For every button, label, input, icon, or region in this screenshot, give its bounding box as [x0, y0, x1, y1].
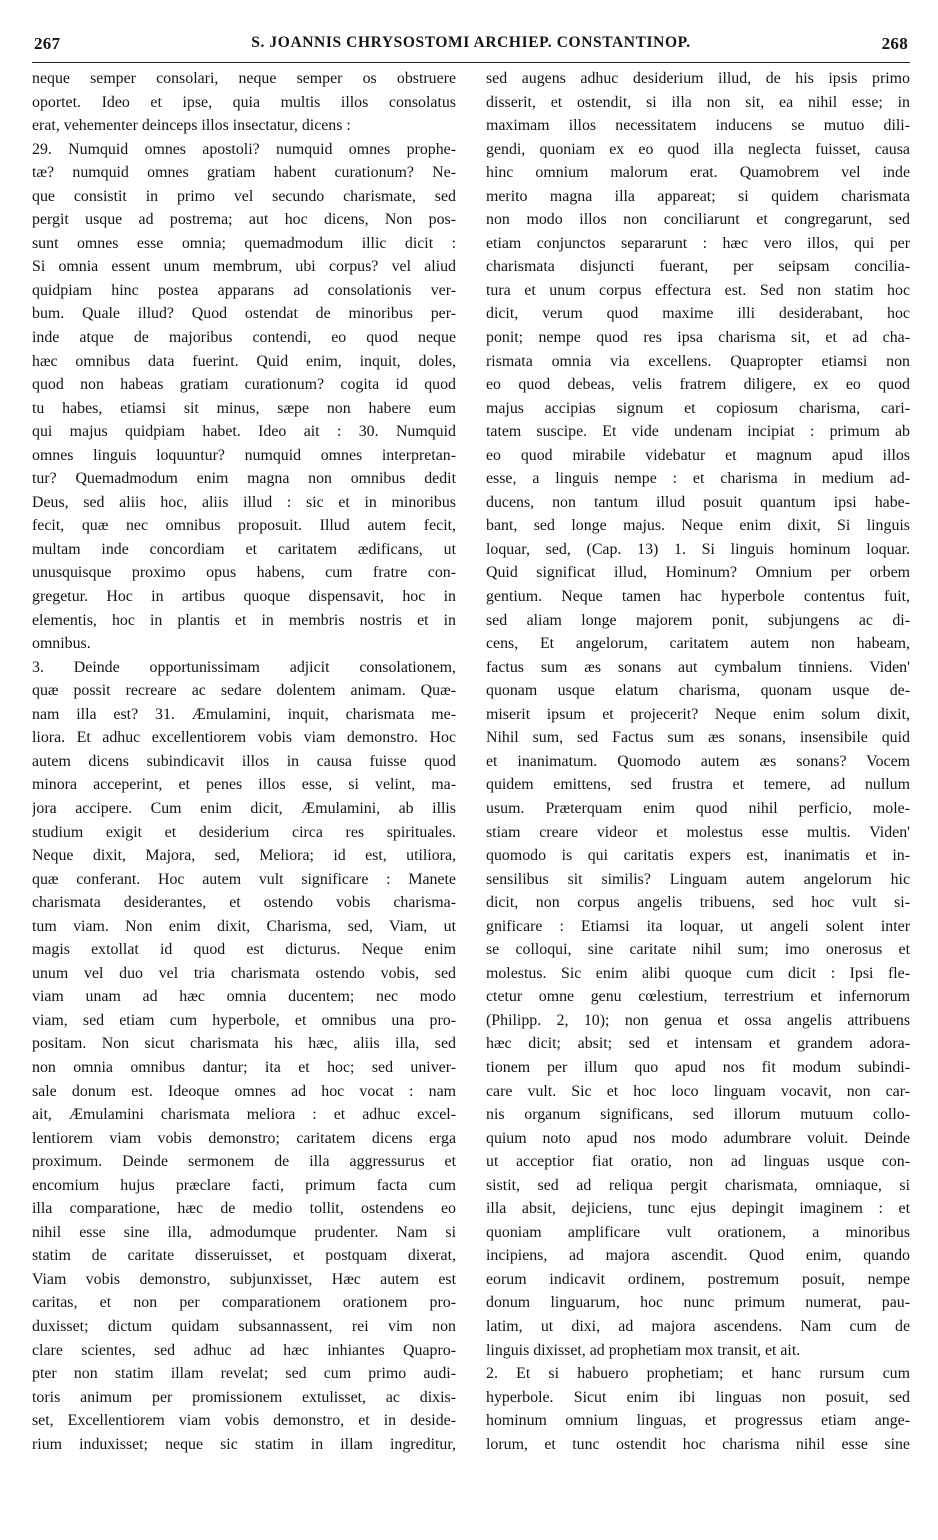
text-line: non modo illos non conciliarunt et congregarunt, sed [486, 211, 910, 229]
text-line: quidem emittens, sed frustra et temere, ad nullum [486, 776, 910, 794]
text-line: fecit, quæ nec omnibus proposuit. Illud autem fecit, [32, 517, 456, 535]
text-line: quonam usque elatum charisma, quonam usque de- [486, 682, 910, 700]
text-line: hæc dicit; absit; sed et intensam et grandem adora- [486, 1035, 910, 1053]
text-line: sed aliam longe majorem ponit, subjungens ac di- [486, 611, 910, 629]
text-line: hinc omnium malorum erat. Quamobrem vel inde [486, 164, 910, 182]
text-line: statim de caritate disseruisset, et postquam dixerat, [32, 1247, 456, 1265]
text-line: magis extollat id quod est dicturus. Neque enim [32, 941, 456, 959]
text-line: ponit; nempe quod res ipsa charisma sit, et ad cha- [486, 329, 910, 347]
text-line: quomodo is qui caritatis expers est, inanimatis et in- [486, 847, 910, 865]
text-line: omnes linguis loquuntur? numquid omnes interpretan- [32, 446, 456, 464]
page-header [32, 30, 910, 63]
text-line: charismata disjuncti fuerant, per seipsam concilia- [486, 258, 910, 276]
text-line: (Philipp. 2, 10); non genua et ossa angelis attribuens [486, 1011, 910, 1029]
text-line: pter non statim illam revelat; sed cum primo audi- [32, 1365, 456, 1383]
text-line: duxisset; dictum quidam subsannassent, rei vim non [32, 1317, 456, 1335]
text-line: autem dicens subindicavit illos in causa fuisse quod [32, 752, 456, 770]
text-line: tionem per illum quo apud nos fit modum subindi- [486, 1058, 910, 1076]
text-line: miserit ipsum et projecerit? Neque enim solum dixit, [486, 705, 910, 723]
text-line: sale donum est. Ideoque omnes ad hoc vocat : nam [32, 1082, 456, 1100]
text-line: jora accipere. Cum enim dicit, Æmulamini, ab illis [32, 799, 456, 817]
text-line: tatem suscipe. Et vide undenam incipiat : primum ab [486, 423, 910, 441]
text-line: etiam conjunctos separarunt : hæc vero illos, qui per [486, 234, 910, 252]
text-columns [32, 67, 910, 1456]
text-line: ait, Æmulamini charismata meliora : et adhuc excel- [32, 1106, 456, 1124]
text-line: charismata desiderantes, et ostendo vobis charisma- [32, 894, 456, 912]
text-line: factus sum æs sonans aut cymbalum tinniens. Viden' [486, 658, 910, 676]
text-line: linguis dixisset, ad prophetiam mox transit, et ait. [486, 1341, 801, 1359]
text-line: illa comparatione, hæc de medio tollit, ostendens eo [32, 1200, 456, 1218]
text-line: sed augens adhuc desiderium illud, de his ipsis primo [486, 70, 910, 87]
text-line: nis organum significans, sed illorum mutuum collo- [486, 1106, 910, 1124]
text-line: Deus, sed aliis hoc, aliis illud : sic et in minoribus [32, 493, 456, 511]
text-line: tu habes, etiamsi sit minus, sæpe non habere eum [32, 399, 456, 417]
text-line: majus accipias signum et copiosum charisma, cari- [486, 399, 910, 417]
text-line: tum viam. Non enim dixit, Charisma, sed, Viam, ut [32, 917, 456, 935]
text-line: gendi, quoniam ex eo quod illa neglecta fuisset, causa [486, 140, 910, 158]
text-line: non omnia omnibus dantur; ita et hoc; sed univer- [32, 1058, 456, 1076]
running-title: S. JOANNIS CHRYSOSTOMI ARCHIEP. CONSTANTINOP. [251, 34, 691, 51]
text-line: esse, a linguis nempe : et charisma in medium ad- [486, 470, 910, 488]
text-line: rium induxisset; neque sic statim in illam ingreditur, [32, 1435, 456, 1453]
text-line: hyperbole. Sicut enim ibi linguas non posuit, sed [486, 1388, 910, 1406]
text-line: viam unam ad hæc omnia ducentem; nec modo [32, 988, 456, 1006]
text-line: Nihil sum, sed Factus sum æs sonans, insensibile quid [486, 729, 910, 747]
text-line: latim, ut dixi, ad majora ascendens. Nam cum de [486, 1317, 910, 1335]
text-line: molestus. Sic enim alibi quoque cum dicit : Ipsi fle- [486, 964, 910, 982]
text-line: incipiens, ad majora ascendit. Quod enim, quando [486, 1247, 910, 1265]
text-line: nihil esse sine illa, admodumque prudenter. Nam si [32, 1223, 456, 1241]
text-line: tura et unum corpus effectura est. Sed non statim hoc [486, 281, 910, 299]
text-line: que consistit in primo vel secundo charismate, sed [32, 187, 456, 205]
text-line: proximum. Deinde sermonem de illa aggressurus et [32, 1153, 456, 1171]
text-line: inde atque de majoribus contendi, eo quod neque [32, 329, 456, 347]
text-line: 3. Deinde opportunissimam adjicit consolationem, [32, 658, 456, 676]
text-line: quidpiam hinc postea apparans ad consolationis ver- [32, 281, 456, 299]
text-line: merito magna illa appareat; si quidem charismata [486, 187, 910, 205]
text-line: sensilibus sit similis? Linguam autem angelorum hic [486, 870, 910, 888]
text-line: donum linguarum, hoc nunc primum numerat, pau- [486, 1294, 910, 1312]
right-column [486, 67, 910, 1456]
text-line: set, Excellentiorem viam vobis demonstro, et in deside- [32, 1412, 456, 1430]
text-line: sunt omnes esse omnia; quemadmodum illic dicit : [32, 234, 456, 252]
text-line: care vult. Sic et hoc loco linguam vocavit, non car- [486, 1082, 910, 1100]
text-line: ctetur omne genu cœlestium, terrestrium et infernorum [486, 988, 910, 1006]
text-line: qui majus quidpiam habet. Ideo ait : 30. Numquid [32, 423, 456, 441]
text-line: elementis, hoc in plantis et in membris nostris et in [32, 611, 456, 629]
text-line: studium exigit et desiderium circa res spirituales. [32, 823, 456, 841]
text-line: unum vel duo vel tria charismata ostendo vobis, sed [32, 964, 456, 982]
text-line: viam, sed etiam cum hyperbole, et omnibus una pro- [32, 1011, 456, 1029]
text-line: et inanimatum. Quomodo autem æs sonans? Vocem [486, 752, 910, 770]
text-line: eorum indicavit ordinem, postremum posuit, nempe [486, 1270, 910, 1288]
text-line: quium noto apud nos modo adumbrare voluit. Deinde [486, 1129, 910, 1147]
text-line: minora acceperint, et penes illos esse, si velint, ma- [32, 776, 456, 794]
text-line: quod non habeas gratiam curationum? cogita id quod [32, 376, 456, 394]
text-line: dicit, verum quod maxime illi desiderabant, hoc [486, 305, 910, 323]
text-line: eo quod mirabile videbatur et magnum apud illos [486, 446, 910, 464]
text-line: ut acceptior fiat oratio, non ad linguas usque con- [486, 1153, 910, 1171]
text-line: rismata omnia via excellens. Quapropter etiamsi non [486, 352, 910, 370]
text-line: quæ possit recreare ac sedare dolentem animam. Quæ- [32, 682, 456, 700]
text-line: toris animum per promissionem extulisset, ac dixis- [32, 1388, 456, 1406]
text-line: gregetur. Hoc in artibus quoque dispensavit, hoc in [32, 588, 456, 606]
text-line: encomium hujus præclare facti, primum facta cum [32, 1176, 456, 1194]
text-line: quoniam amplificare vult orationem, a minoribus [486, 1223, 910, 1241]
text-line: lentiorem viam vobis demonstro; caritatem dicens erga [32, 1129, 456, 1147]
text-line: bum. Quale illud? Quod ostendat de minoribus per- [32, 305, 456, 323]
text-line: oportet. Ideo et ipse, quia multis illos consolatus [32, 93, 456, 111]
text-line: nam illa est? 31. Æmulamini, inquit, charismata me- [32, 705, 456, 723]
text-line: dicit, non corpus angelis tribuens, sed hoc vult si- [486, 894, 910, 912]
text-line: quæ conferant. Hoc autem vult significare : Manete [32, 870, 456, 888]
text-line: tæ? numquid omnes gratiam habent curationum? Ne- [32, 164, 456, 182]
text-line: neque semper consolari, neque semper os obstruere [32, 70, 456, 87]
text-line: multam inde concordiam et caritatem ædificans, ut [32, 540, 456, 558]
text-line: gentium. Neque tamen hac hyperbole contentus fuit, [486, 588, 910, 606]
text-line: gnificare : Etiamsi ita loquar, ut angeli solent inter [486, 917, 910, 935]
text-line: ducens, non tantum illud posuit quantum ipsi habe- [486, 493, 910, 511]
text-line: hominum omnium linguas, et progressus etiam ange- [486, 1412, 910, 1430]
text-line: pergit usque ad postrema; aut hoc dicens, Non pos- [32, 211, 456, 229]
text-line: Neque dixit, Majora, sed, Meliora; id est, utiliora, [32, 847, 456, 865]
text-line: 2. Et si habuero prophetiam; et hanc rursum cum [486, 1365, 910, 1383]
text-line: se colloqui, sine caritate nihil sum; imo onerosus et [486, 941, 910, 959]
text-line: erat, vehementer deinceps illos insectatur, dicens : [32, 117, 351, 135]
page-number-right: 268 [881, 34, 908, 53]
text-line: positam. Non sicut charismata his hæc, aliis illa, sed [32, 1035, 456, 1053]
text-line: omnibus. [32, 635, 91, 653]
text-line: loquar, sed, (Cap. 13) 1. Si linguis hominum loquar. [486, 540, 910, 558]
text-line: unusquisque proximo opus habens, cum fratre con- [32, 564, 456, 582]
text-line: illa absit, dejiciens, tunc ejus depingit imaginem : et [486, 1200, 910, 1218]
text-line: stiam creare videor et molestus esse multis. Viden' [486, 823, 910, 841]
text-line: clare scientes, sed adhuc ad hæc inhiantes Quapro- [32, 1341, 456, 1359]
page-number-left: 267 [34, 34, 61, 53]
text-line: disserit, et ostendit, si illa non sit, ea nihil esse; in [486, 93, 910, 111]
text-line: bant, sed longe majus. Neque enim dixit, Si linguis [486, 517, 910, 535]
text-line: liora. Et adhuc excellentiorem vobis viam demonstro. Hoc [32, 729, 456, 747]
text-line: Quid significat illud, Hominum? Omnium per orbem [486, 564, 910, 582]
text-line: tur? Quemadmodum enim magna non omnibus dedit [32, 470, 456, 488]
text-line: caritas, et non per comparationem orationem pro- [32, 1294, 456, 1312]
text-line: cens, Et angelorum, caritatem autem non habeam, [486, 635, 910, 653]
text-line: Viam vobis demonstro, subjunxisset, Hæc autem est [32, 1270, 456, 1288]
text-line: maximam illos necessitatem inducens se mutuo dili- [486, 117, 910, 135]
text-line: lorum, et tunc ostendit hoc charisma nihil esse sine [486, 1435, 910, 1453]
text-line: hæc omnibus data fuerint. Quid enim, inquit, doles, [32, 352, 456, 370]
text-line: sistit, sed ad reliqua pergit charismata, omniaque, si [486, 1176, 910, 1194]
text-line: Si omnia essent unum membrum, ubi corpus? vel aliud [32, 258, 456, 276]
text-line: 29. Numquid omnes apostoli? numquid omnes prophe- [32, 140, 456, 158]
left-column [32, 67, 456, 1456]
text-line: eo quod debeas, velis fratrem diligere, ex eo quod [486, 376, 910, 394]
text-line: usum. Præterquam enim quod nihil perficio, mole- [486, 799, 910, 817]
